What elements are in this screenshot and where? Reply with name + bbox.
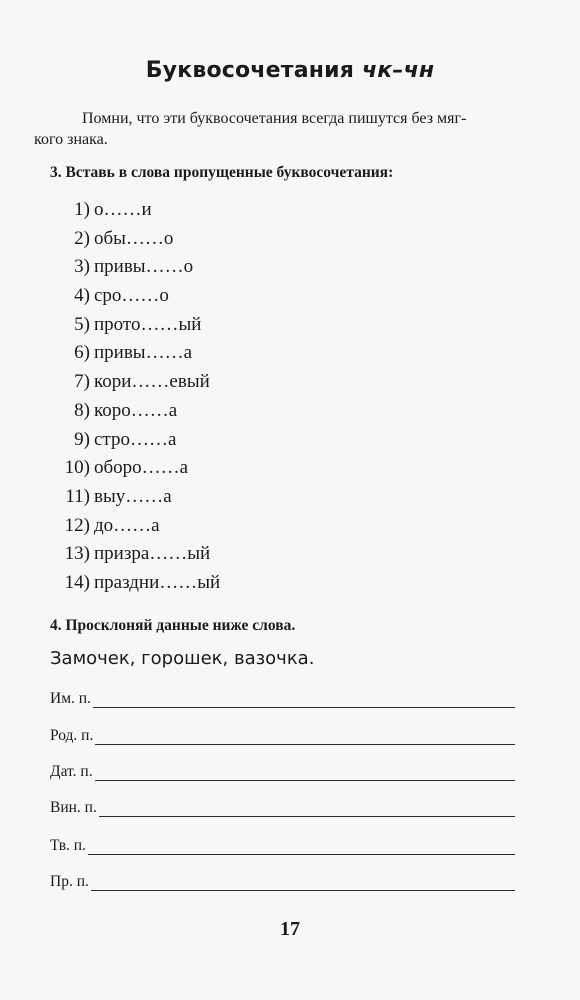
list-item [50, 569, 370, 598]
list-item [50, 454, 370, 483]
intro-text [34, 108, 538, 150]
list-item [50, 225, 370, 254]
answer-line[interactable] [95, 766, 515, 781]
item-word: прото……ый [94, 313, 202, 335]
item-word: стро……а [94, 428, 177, 450]
list-item [50, 253, 370, 282]
item-number: 1) [74, 199, 90, 220]
list-item [50, 540, 370, 569]
item-number: 12) [64, 514, 90, 536]
list-item [50, 368, 370, 397]
item-word: привы……о [94, 256, 194, 278]
list-item [50, 483, 370, 512]
case-row-dative [50, 763, 515, 781]
item-word: выу……а [94, 485, 172, 507]
case-label: Тв. п. [50, 837, 86, 854]
item-word: привы……а [94, 342, 193, 364]
case-label: Пр. п. [50, 873, 89, 890]
intro-line-2: кого знака. [34, 131, 108, 148]
item-number: 5) [74, 313, 90, 335]
list-item [50, 282, 370, 311]
item-number: 7) [74, 371, 90, 393]
list-item [50, 339, 370, 368]
intro-line-1: Помни, что эти буквосочетания всегда пишутся без мяг- [82, 110, 467, 127]
item-number: 8) [74, 399, 90, 421]
item-number: 2) [74, 227, 90, 249]
case-row-accusative [50, 799, 515, 817]
task-3-heading: 3. Вставь в слова пропущенные буквосочетания: [50, 164, 394, 181]
case-row-genitive [50, 727, 515, 745]
case-row-instrumental [50, 837, 515, 855]
answer-line[interactable] [93, 693, 515, 708]
answer-line[interactable] [99, 802, 515, 817]
item-number: 11) [65, 485, 90, 507]
item-word: о……и [94, 199, 152, 220]
answer-line[interactable] [95, 730, 515, 745]
words-to-decline: Замочек, горошек, вазочка. [50, 648, 315, 669]
case-label: Вин. п. [50, 799, 97, 816]
item-word: кори……евый [94, 371, 210, 393]
case-row-prepositional [50, 873, 515, 891]
item-number: 14) [64, 571, 90, 593]
item-word: обы……о [94, 227, 174, 249]
title-italic: чк–чн [361, 58, 435, 83]
title-main: Буквосочетания [145, 58, 362, 83]
list-item [50, 196, 370, 225]
list-item [50, 311, 370, 340]
task-4-heading: 4. Просклоняй данные ниже слова. [50, 617, 296, 634]
item-word: призра……ый [94, 543, 211, 565]
answer-line[interactable] [91, 876, 515, 891]
answer-line[interactable] [88, 840, 515, 855]
item-word: сро……о [94, 285, 169, 307]
item-number: 6) [74, 342, 90, 364]
page-title [0, 58, 580, 83]
case-label: Род. п. [50, 727, 94, 744]
item-word: до……а [94, 514, 160, 536]
item-number: 4) [74, 285, 90, 307]
item-word: праздни……ый [94, 571, 221, 593]
page-number: 17 [280, 918, 300, 940]
list-item [50, 426, 370, 455]
item-number: 13) [64, 543, 90, 565]
item-number: 10) [64, 457, 90, 479]
item-number: 3) [74, 256, 90, 278]
list-item [50, 397, 370, 426]
list-item [50, 512, 370, 541]
case-row-nominative [50, 690, 515, 708]
item-word: коро……а [94, 399, 178, 421]
item-word: оборо……а [94, 457, 189, 479]
item-number: 9) [74, 428, 90, 450]
case-label: Им. п. [50, 690, 91, 707]
task-3-list [50, 196, 370, 598]
case-label: Дат. п. [50, 763, 93, 780]
